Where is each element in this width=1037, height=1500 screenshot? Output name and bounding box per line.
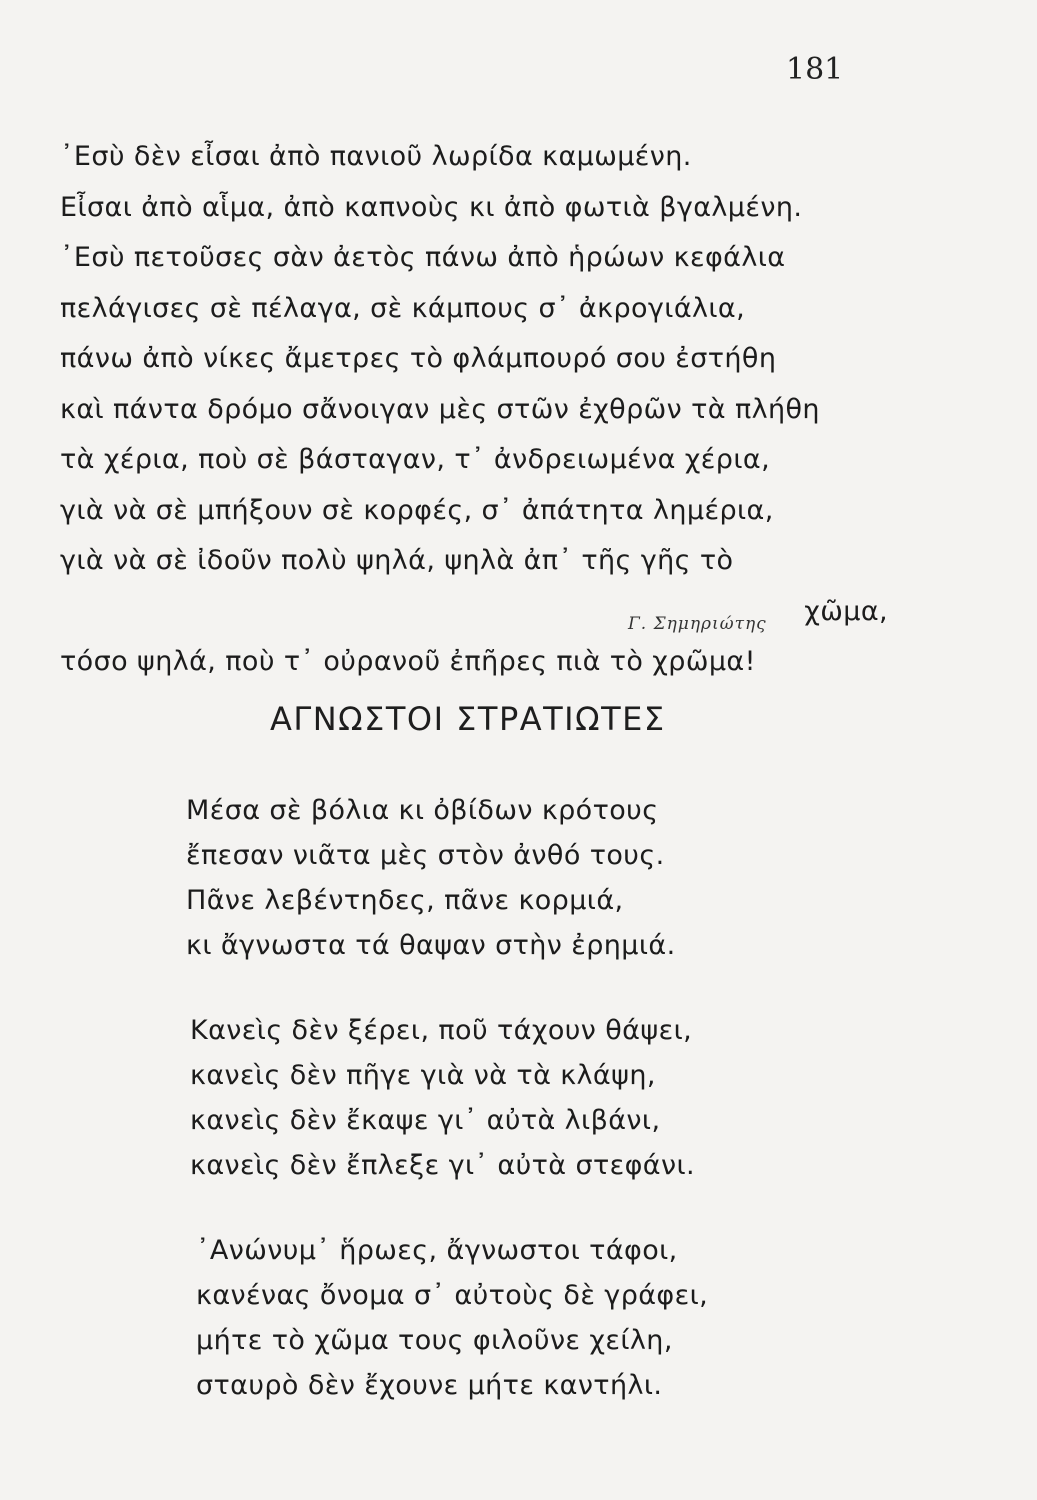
stanza [196, 1228, 846, 1408]
poem-line: πελάγισες σὲ πέλαγα, σὲ κάμπους σ᾿ ἀκρογιάλια, [60, 292, 746, 324]
poem-line: Εἶσαι ἀπὸ αἷμα, ἀπὸ καπνοὺς κι ἀπὸ φωτιὰ βγαλμένη. [60, 191, 803, 223]
poem-line: πάνω ἀπὸ νίκες ἄμετρες τὸ φλάμπουρό σου ἐστήθη [60, 343, 777, 374]
poem-title: ΑΓΝΩΣΤΟΙ ΣΤΡΑΤΙΩΤΕΣ [270, 700, 666, 738]
poem-line-continuation: χῶμα, [804, 595, 888, 627]
poem-line: μήτε τὸ χῶμα τους φιλοῦνε χείλη, [196, 1325, 673, 1356]
poem-line: κανεὶς δὲν πῆγε γιὰ νὰ τὰ κλάψη, [190, 1060, 656, 1091]
poem-line: Κανεὶς δὲν ξέρει, ποῦ τάχουν θάψει, [190, 1015, 693, 1046]
poem-line: ᾿Ανώνυμ᾿ ἥρωες, ἄγνωστοι τάφοι, [196, 1235, 678, 1266]
poem-line: Πᾶνε λεβέντηδες, πᾶνε κορμιά, [186, 885, 624, 916]
poem-line: κανεὶς δὲν ἔπλεξε γι᾿ αὐτὰ στεφάνι. [190, 1150, 696, 1181]
poem-flag [60, 132, 900, 688]
poem-line: ἔπεσαν νιᾶτα μὲς στὸν ἀνθό τους. [186, 840, 665, 871]
page-number: 181 [786, 52, 844, 87]
poem-line: σταυρὸ δὲν ἔχουνε μήτε καντήλι. [196, 1370, 663, 1401]
poem-line: ᾿Εσὺ δὲν εἶσαι ἀπὸ πανιοῦ λωρίδα καμωμένη. [60, 141, 692, 172]
poem-line: ᾿Εσὺ πετοῦσες σὰν ἀετὸς πάνω ἀπὸ ἡρώων κεφάλια [60, 242, 786, 273]
poem-line: κανένας ὄνομα σ᾿ αὐτοὺς δὲ γράφει, [196, 1280, 709, 1311]
poem-line: κι ἄγνωστα τά θαψαν στὴν ἐρημιά. [186, 930, 676, 961]
poem-line: γιὰ νὰ σὲ ἰδοῦν πολὺ ψηλά, ψηλὰ ἀπ᾿ τῆς γῆς τὸ [60, 545, 734, 576]
poem-line: τόσο ψηλά, ποὺ τ᾿ οὐρανοῦ ἐπῆρες πιὰ τὸ χρῶμα! [60, 646, 756, 677]
poem-line: Μέσα σὲ βόλια κι ὀβίδων κρότους [186, 795, 659, 826]
poem-line: γιὰ νὰ σὲ μπήξουν σὲ κορφές, σ᾿ ἀπάτητα λημέρια, [60, 494, 774, 526]
stanza [190, 1008, 840, 1188]
poem-signature: Γ. Σημηριώτης [628, 614, 767, 634]
poem-line: κανεὶς δὲν ἔκαψε γι᾿ αὐτὰ λιβάνι, [190, 1105, 661, 1136]
poem-line: τὰ χέρια, ποὺ σὲ βάσταγαν, τ᾿ ἀνδρειωμένα χέρια, [60, 444, 771, 475]
stanza [186, 788, 836, 968]
poem-line: καὶ πάντα δρόμο σἄνοιγαν μὲς στῶν ἐχθρῶν τὰ πλήθη [60, 393, 820, 425]
